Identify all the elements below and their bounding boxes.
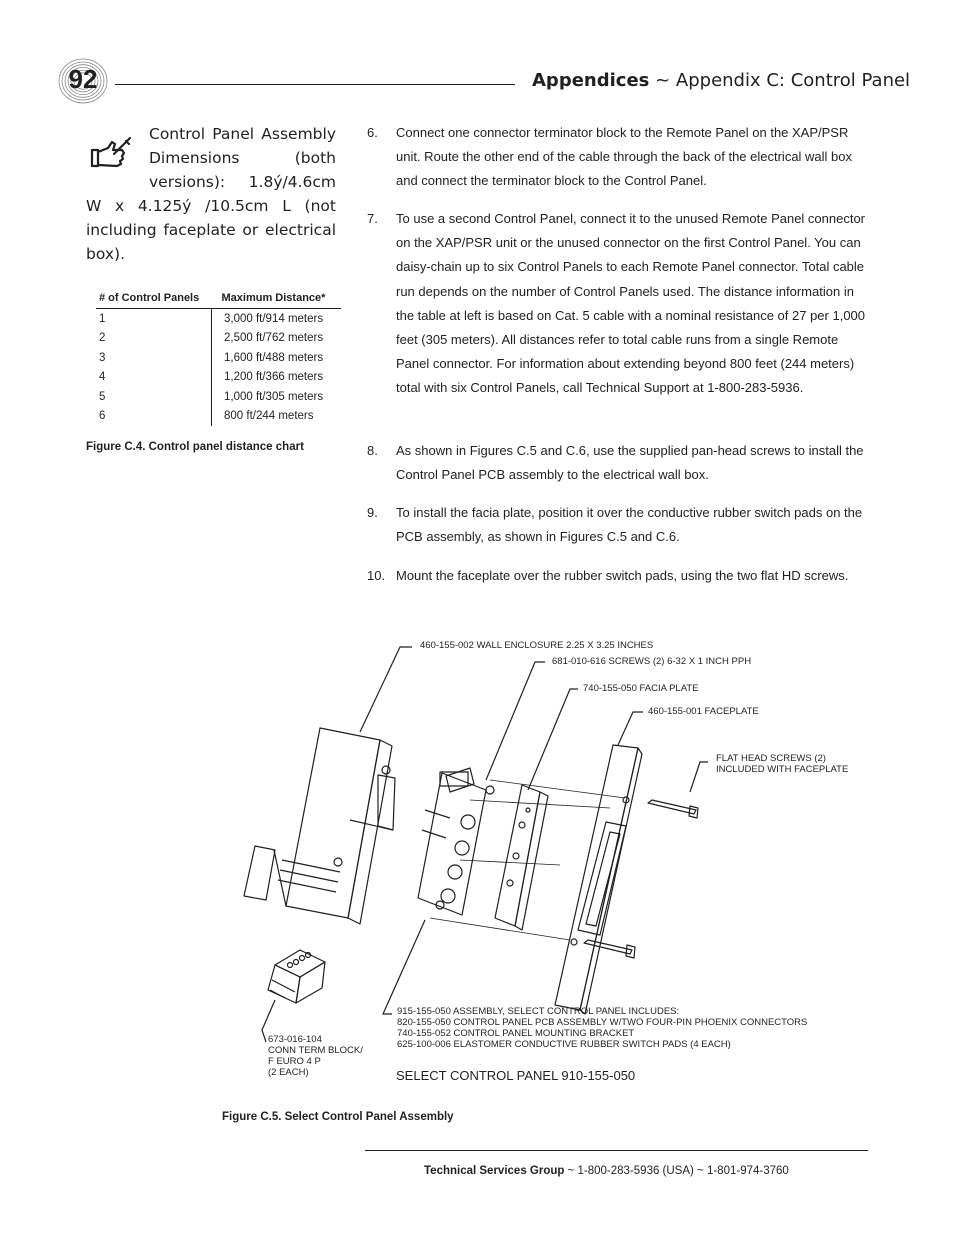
distance-table xyxy=(96,292,341,426)
step-number: 8. xyxy=(367,443,378,458)
callout-wall-enclosure: 460-155-002 WALL ENCLOSURE 2.25 X 3.25 INCHES xyxy=(420,640,654,651)
terminal-block xyxy=(268,950,325,1003)
callout-terminal-block xyxy=(268,1034,363,1078)
table-row xyxy=(96,368,341,388)
section-title-bold: Appendices xyxy=(532,70,650,91)
footer-group: Technical Services Group xyxy=(424,1165,565,1177)
callout-assembly xyxy=(397,1006,807,1050)
callout-facia-plate: 740-155-050 FACIA PLATE xyxy=(583,683,699,694)
header-rule xyxy=(115,84,515,85)
dimensions-note: Control Panel Assembly Dimensions (both versions): 1.8ý/4.6cm W x 4.125ý /10.5cm L (not including faceplate or electrical box). xyxy=(86,125,336,263)
step-6 xyxy=(367,121,872,194)
leader-wall-enclosure xyxy=(360,647,412,732)
max-distance-cell: 1,600 ft/488 meters xyxy=(224,351,324,364)
max-distance-cell: 1,200 ft/366 meters xyxy=(224,371,324,384)
figure-title: SELECT CONTROL PANEL 910-155-050 xyxy=(396,1068,636,1083)
callout-line: F EURO 4 P xyxy=(268,1056,321,1067)
faceplate xyxy=(555,745,642,1014)
callout-line: 673-016-104 xyxy=(268,1034,322,1045)
step-10 xyxy=(367,564,872,588)
section-title xyxy=(532,70,910,91)
panel-count-cell: 6 xyxy=(96,407,212,427)
leader-facia-plate xyxy=(528,689,578,790)
panel-count-cell: 3 xyxy=(96,348,212,368)
callout-line: FLAT HEAD SCREWS (2) xyxy=(716,753,826,764)
table-row xyxy=(96,387,341,407)
step-number: 10. xyxy=(367,568,386,583)
footer-rule xyxy=(365,1150,868,1151)
footer xyxy=(424,1165,789,1177)
step-9 xyxy=(367,501,872,549)
callout-line: 740-155-052 CONTROL PANEL MOUNTING BRACKET xyxy=(397,1028,635,1039)
step-text: Connect one connector terminator block to the Remote Panel on the XAP/PSR unit. Route the other end of the cable through the back of the electrical wall box and connect the terminator block to the Control Panel. xyxy=(396,125,853,189)
callout-flat-head-screws xyxy=(716,753,848,775)
facia-plate xyxy=(495,785,548,930)
table-header-row xyxy=(96,292,341,309)
table-row xyxy=(96,348,341,368)
callout-line: INCLUDED WITH FACEPLATE xyxy=(716,764,849,775)
leader-flat-head-screws xyxy=(690,762,708,792)
max-distance-cell: 800 ft/244 meters xyxy=(224,410,314,423)
step-text: To install the facia plate, position it over the conductive rubber switch pads on the PCB assembly, as shown in Figures C.5 and C.6. xyxy=(396,505,863,545)
footer-phones: ~ 1-800-283-5936 (USA) ~ 1-801-974-3760 xyxy=(564,1165,789,1177)
callout-line: 915-155-050 ASSEMBLY, SELECT CONTROL PANEL INCLUDES: xyxy=(397,1006,680,1017)
section-title-rest: ~ Appendix C: Control Panel xyxy=(649,70,911,91)
step-text: Mount the faceplate over the rubber switch pads, using the two flat HD screws. xyxy=(396,568,849,583)
step-8 xyxy=(367,439,872,487)
pcb-assembly xyxy=(418,768,494,915)
max-distance-cell: 3,000 ft/914 meters xyxy=(224,312,324,325)
column-header: Maximum Distance* xyxy=(212,292,342,309)
column-header: # of Control Panels xyxy=(96,292,212,309)
leader-faceplate xyxy=(618,712,643,745)
step-text: As shown in Figures C.5 and C.6, use the supplied pan-head screws to install the Control Panel PCB assembly to the electrical wall box. xyxy=(396,443,864,483)
max-distance-cell: 2,500 ft/762 meters xyxy=(224,332,324,345)
page-number: 92 xyxy=(68,64,98,94)
callout-line: (2 EACH) xyxy=(268,1067,309,1078)
callout-screws: 681-010-616 SCREWS (2) 6-32 X 1 INCH PPH xyxy=(552,656,752,667)
table-row xyxy=(96,309,341,329)
table-row xyxy=(96,329,341,349)
step-number: 9. xyxy=(367,505,378,520)
panel-count-cell: 5 xyxy=(96,387,212,407)
panel-count-cell: 1 xyxy=(96,309,212,329)
step-7 xyxy=(367,207,872,401)
callout-line: CONN TERM BLOCK/ xyxy=(268,1045,363,1056)
step-text: To use a second Control Panel, connect it to the unused Remote Panel connector on the XAP/PSR unit or the unused connector on the first Control Panel. You can daisy-chain up to six Control Panels to each Remote Panel connector. Total cable run depends on the number of Control Panels used. The distance information in the table at left is based on Cat. 5 cable with a nominal resistance of 27 per 1,000 feet (305 meters). All distances refer to total cable runs from a single Remote Panel connector. For information about extending beyond 800 feet (244 meters) total with six Control Panels, call Technical Support at 1-800-283-5936. xyxy=(396,211,866,396)
leader-screws xyxy=(486,662,545,780)
figure-c4-caption: Figure C.4. Control panel distance chart xyxy=(86,441,304,453)
step-number: 6. xyxy=(367,125,378,140)
panel-count-cell: 4 xyxy=(96,368,212,388)
max-distance-cell: 1,000 ft/305 meters xyxy=(224,390,324,403)
callout-line: 625-100-006 ELASTOMER CONDUCTIVE RUBBER SWITCH PADS (4 EACH) xyxy=(397,1039,731,1050)
flat-head-screws xyxy=(584,800,698,958)
callout-line: 820-155-050 CONTROL PANEL PCB ASSEMBLY W/TWO FOUR-PIN PHOENIX CONNECTORS xyxy=(397,1017,808,1028)
wall-enclosure xyxy=(244,728,395,924)
table-row xyxy=(96,407,341,427)
callout-faceplate: 460-155-001 FACEPLATE xyxy=(648,706,759,717)
figure-c5-caption: Figure C.5. Select Control Panel Assembly xyxy=(222,1111,454,1123)
leader-assembly xyxy=(383,920,425,1014)
panel-count-cell: 2 xyxy=(96,329,212,349)
step-number: 7. xyxy=(367,211,378,226)
